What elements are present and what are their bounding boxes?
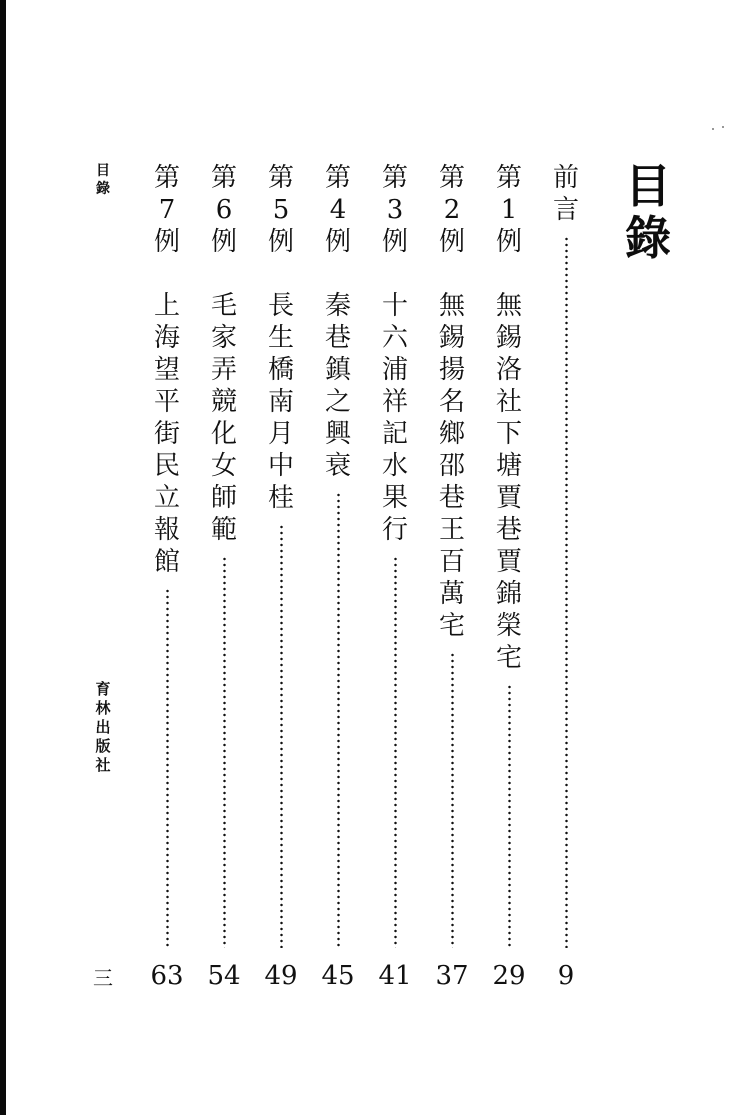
toc-entry-char: 祥: [381, 387, 408, 417]
toc-entry-char: 化: [210, 419, 237, 449]
toc-entry-char: 例: [438, 227, 465, 257]
toc-entry-char: 望: [153, 355, 180, 385]
toc-entry-char: 第: [210, 163, 237, 193]
toc-entry-char: 師: [210, 483, 237, 513]
toc-entry[interactable]: [204, 162, 244, 1007]
toc-title-char: 錄: [625, 211, 671, 265]
dot-leader: [166, 588, 169, 948]
toc-entry-char: 王: [438, 515, 465, 545]
toc-entry-char: 錫: [438, 323, 465, 353]
toc-entry-char: 百: [438, 547, 465, 577]
toc-entry-char: 巷: [324, 323, 351, 353]
toc-entry[interactable]: [489, 162, 529, 1007]
running-head: [92, 162, 114, 198]
publisher-char: 林: [95, 699, 111, 717]
toc-page-number: 63: [150, 961, 184, 991]
toc-entry-title: [204, 162, 244, 546]
running-head-char: 錄: [96, 181, 110, 197]
toc-entry-char: 之: [324, 387, 351, 417]
toc-entry-char: 1: [500, 195, 518, 225]
toc-entry-char: 女: [210, 451, 237, 481]
toc-title-char: 目: [625, 159, 671, 213]
toc-entry-char: 海: [153, 323, 180, 353]
toc-entry-char: 萬: [438, 579, 465, 609]
toc-entry-char: 範: [210, 515, 237, 545]
toc-entry-char: 第: [381, 163, 408, 193]
toc-page-number: 49: [264, 961, 298, 991]
toc-entry-char: 鎮: [324, 355, 351, 385]
toc-page-number: 37: [435, 961, 469, 991]
toc-entry-title: [261, 162, 301, 514]
toc-entry-char: 六: [381, 323, 408, 353]
toc-entry-char: 賈: [495, 547, 522, 577]
toc-entry-char: 第: [324, 163, 351, 193]
toc-entry-char: 例: [495, 227, 522, 257]
toc-entry-char: [489, 258, 529, 290]
toc-entry-title: [147, 162, 187, 578]
toc-entry-char: 前: [552, 163, 579, 193]
toc-entry-char: 秦: [324, 291, 351, 321]
toc-entry-char: 浦: [381, 355, 408, 385]
toc-entry-char: 立: [153, 483, 180, 513]
toc-entry-char: [204, 258, 244, 290]
toc-entry-char: 例: [267, 227, 294, 257]
toc-entry-char: [375, 258, 415, 290]
toc-entry-char: 館: [153, 547, 180, 577]
toc-entry-title: [546, 162, 586, 226]
toc-entry-char: 錦: [495, 579, 522, 609]
toc-page-number: 45: [321, 961, 355, 991]
toc-entry-char: 3: [386, 195, 404, 225]
toc-entry-char: 揚: [438, 355, 465, 385]
toc-entry-char: 第: [438, 163, 465, 193]
toc-entry-char: 中: [267, 451, 294, 481]
toc-entry-char: 無: [438, 291, 465, 321]
toc-entry[interactable]: [261, 162, 301, 1007]
toc-page-number: 41: [378, 961, 412, 991]
toc-page-number: 9: [557, 961, 575, 991]
toc-entry[interactable]: [318, 162, 358, 1007]
toc-entry-char: 南: [267, 387, 294, 417]
toc-entry-char: 榮: [495, 611, 522, 641]
toc-entry[interactable]: [546, 162, 586, 1007]
toc-entry-char: 宅: [438, 611, 465, 641]
dot-leader: [394, 556, 397, 948]
dot-leader: [223, 556, 226, 948]
dot-leader: [337, 492, 340, 948]
toc-entry-char: 邵: [438, 451, 465, 481]
publisher-name: [92, 680, 114, 775]
toc-entry-char: [147, 258, 187, 290]
toc-entry-char: 4: [329, 195, 347, 225]
toc-entry-char: 無: [495, 291, 522, 321]
dot-leader: [451, 652, 454, 948]
toc-entry-char: 第: [153, 163, 180, 193]
dot-leader: [508, 684, 511, 948]
toc-entry-char: [318, 258, 358, 290]
toc-entry-char: 例: [324, 227, 351, 257]
toc-entry-char: 記: [381, 419, 408, 449]
toc-entry-char: 第: [267, 163, 294, 193]
toc-title: [620, 160, 676, 264]
dot-leader: [280, 524, 283, 948]
toc-entry-char: 十: [381, 291, 408, 321]
toc-entry-char: 洛: [495, 355, 522, 385]
toc-entry-title: [432, 162, 472, 642]
scan-speck: [712, 128, 714, 130]
page-folio: 三: [93, 966, 113, 990]
toc-entry-char: 巷: [495, 515, 522, 545]
toc-entry-char: 社: [495, 387, 522, 417]
toc-entry-char: 毛: [210, 291, 237, 321]
toc-entry-char: 家: [210, 323, 237, 353]
page-spine-edge: [0, 0, 6, 1115]
toc-entry-char: 第: [495, 163, 522, 193]
toc-entry-char: 例: [153, 227, 180, 257]
toc-entry-char: 民: [153, 451, 180, 481]
toc-entry-char: [261, 258, 301, 290]
toc-entry-char: 巷: [438, 483, 465, 513]
running-head-char: 目: [96, 163, 110, 179]
toc-entry-char: 興: [324, 419, 351, 449]
toc-entry-char: 5: [272, 195, 290, 225]
toc-entry-char: 塘: [495, 451, 522, 481]
toc-entry-char: 果: [381, 483, 408, 513]
publisher-char: 出: [95, 718, 111, 736]
toc-entry-char: 7: [158, 195, 176, 225]
publisher-char: 育: [95, 680, 111, 698]
toc-page-number: 54: [207, 961, 241, 991]
dot-leader: [565, 236, 568, 948]
toc-entry-char: 衰: [324, 451, 351, 481]
toc-entry-char: 言: [552, 195, 579, 225]
toc-entry-char: 桂: [267, 483, 294, 513]
toc-entry-char: 上: [153, 291, 180, 321]
toc-entry-char: [432, 258, 472, 290]
toc-entry-char: 競: [210, 387, 237, 417]
toc-entry-char: 水: [381, 451, 408, 481]
toc-entry-char: 弄: [210, 355, 237, 385]
publisher-char: 版: [95, 737, 111, 755]
toc-entry-char: 名: [438, 387, 465, 417]
toc-entry-char: 例: [210, 227, 237, 257]
toc-entry-title: [375, 162, 415, 546]
toc-entry[interactable]: [375, 162, 415, 1007]
toc-entry-char: 賈: [495, 483, 522, 513]
toc-entry-char: 6: [215, 195, 233, 225]
scan-speck: [722, 126, 724, 128]
toc-entry-char: 宅: [495, 643, 522, 673]
toc-entry-char: 錫: [495, 323, 522, 353]
toc-entry-char: 下: [495, 419, 522, 449]
toc-entry-char: 生: [267, 323, 294, 353]
toc-entry-char: 橋: [267, 355, 294, 385]
toc-entry[interactable]: [432, 162, 472, 1007]
toc-entry-char: 街: [153, 419, 180, 449]
toc-entry-char: 行: [381, 515, 408, 545]
toc-entry-char: 2: [443, 195, 461, 225]
toc-entry-char: 例: [381, 227, 408, 257]
toc-entry-char: 長: [267, 291, 294, 321]
toc-entry-title: [318, 162, 358, 482]
publisher-char: 社: [95, 756, 111, 774]
toc-entry-char: 月: [267, 419, 294, 449]
toc-page-number: 29: [492, 961, 526, 991]
toc-entry-char: 鄉: [438, 419, 465, 449]
toc-entry[interactable]: [147, 162, 187, 1007]
toc-entry-title: [489, 162, 529, 674]
toc-entry-char: 報: [153, 515, 180, 545]
toc-entry-char: 平: [153, 387, 180, 417]
